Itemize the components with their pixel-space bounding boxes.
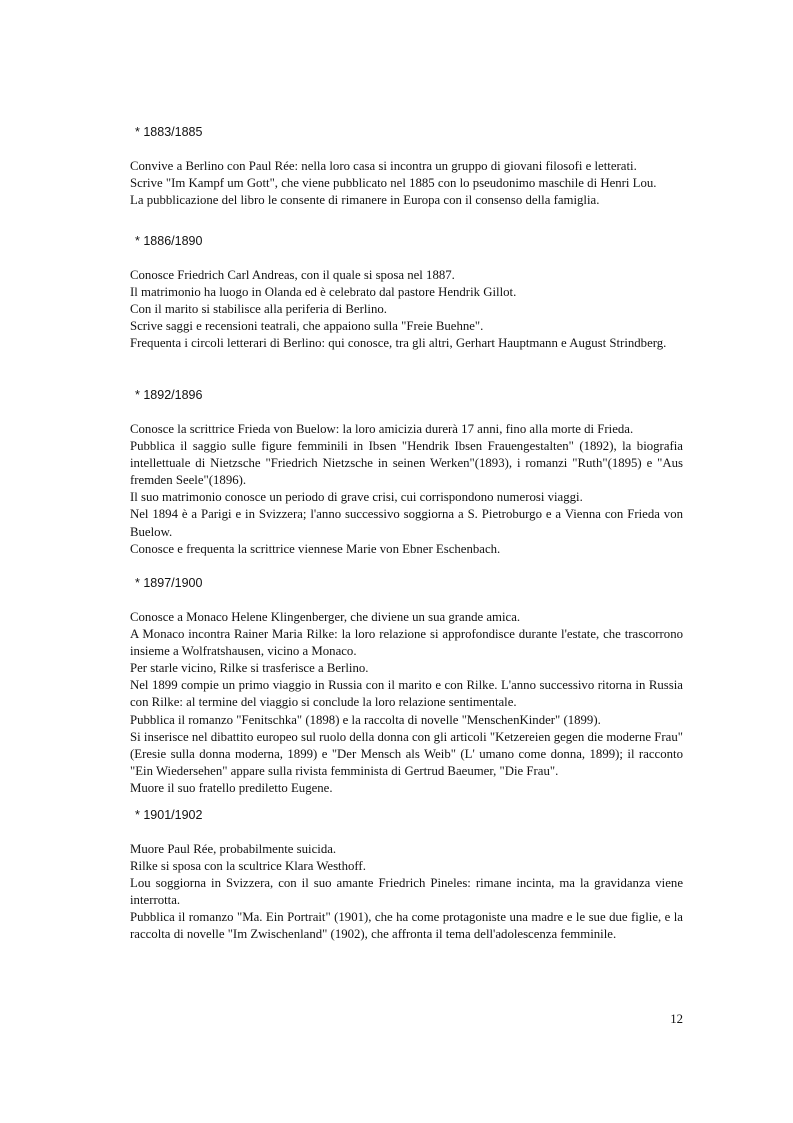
paragraph-line: Conosce la scrittrice Frieda von Buelow: la loro amicizia durerà 17 anni, fino alla morte di Frieda. [130, 422, 634, 436]
paragraph-line: Pubblica il romanzo "Ma. Ein Portrait" (1901), che ha come protagoniste una madre e le sue due figlie, e la raccolta di novelle "Im Zwischenland" (1902), che affronta il tema dell'adolescenza femminile. [130, 910, 683, 942]
document-page [130, 0, 683, 1123]
section-heading: * 1886/1890 [135, 234, 203, 248]
paragraph-line: Nel 1899 compie un primo viaggio in Russia con il marito e con Rilke. L'anno successivo ritorna in Russia con Rilke: al termine del viaggio si conclude la loro relazione sentimentale. [130, 678, 683, 710]
section-body [130, 841, 683, 944]
section-body [130, 609, 683, 797]
paragraph-line: Il matrimonio ha luogo in Olanda ed è celebrato dal pastore Hendrik Gillot. [130, 285, 517, 300]
section-body [130, 421, 683, 558]
paragraph-line: Conosce e frequenta la scrittrice viennese Marie von Ebner Eschenbach. [130, 541, 501, 556]
paragraph-line: Conosce a Monaco Helene Klingenberger, che diviene un sua grande amica. [130, 610, 521, 624]
paragraph-line: Pubblica il saggio sulle figure femminili in Ibsen "Hendrik Ibsen Frauengestalten" (1892), la biografia intellettuale di Nietzsche "Friedrich Nietzsche in seinen Werken"(1893), i romanzi "Ruth"(1895) e "Aus fremden Seele"(1896). [130, 439, 683, 488]
section-heading: * 1892/1896 [135, 388, 203, 402]
section-body [130, 158, 683, 209]
paragraph-line: Convive a Berlino con Paul Rée: nella loro casa si incontra un gruppo di giovani filosofi e letterati. [130, 159, 637, 173]
section-1897-1900 [130, 576, 683, 797]
paragraph-line: Lou soggiorna in Svizzera, con il suo amante Friedrich Pineles: rimane incinta, ma la gravidanza viene interrotta. [130, 876, 683, 908]
paragraph-line: Muore il suo fratello prediletto Eugene. [130, 780, 333, 795]
section-1883-1885 [130, 125, 683, 209]
paragraph-line: La pubblicazione del libro le consente di rimanere in Europa con il consenso della famiglia. [130, 193, 600, 208]
paragraph-line: Con il marito si stabilisce alla periferia di Berlino. [130, 302, 387, 317]
section-1886-1890 [130, 234, 683, 352]
paragraph-line: Scrive saggi e recensioni teatrali, che appaiono sulla "Freie Buehne". [130, 319, 484, 334]
section-1901-1902 [130, 808, 683, 944]
paragraph-line: Si inserisce nel dibattito europeo sul ruolo della donna con gli articoli "Ketzereien gegen die moderne Frau" (Eresie sulla donna moderna, 1899) e "Der Mensch als Weib" (L' umano come donna, 1899); il racconto "Ein Wiedersehen" appare sulla rivista femminista di Gertrud Baeumer, "Die Frau". [130, 729, 683, 778]
paragraph-line: Frequenta i circoli letterari di Berlino: qui conosce, tra gli altri, Gerhart Hauptmann e August Strindberg. [130, 336, 667, 351]
section-heading: * 1897/1900 [135, 576, 203, 590]
paragraph-line: A Monaco incontra Rainer Maria Rilke: la loro relazione si approfondisce durante l'estate, che trascorrono insieme a Wolfratshausen, vicino a Monaco. [130, 627, 683, 659]
page-number: 12 [670, 1012, 683, 1026]
paragraph-line: Muore Paul Rée, probabilmente suicida. [130, 842, 337, 856]
section-heading: * 1901/1902 [135, 808, 203, 822]
paragraph-line: Per starle vicino, Rilke si trasferisce a Berlino. [130, 661, 369, 676]
paragraph-line: Conosce Friedrich Carl Andreas, con il quale si sposa nel 1887. [130, 268, 455, 282]
paragraph-line: Nel 1894 è a Parigi e in Svizzera; l'anno successivo soggiorna a S. Pietroburgo e a Vienna con Frieda von Buelow. [130, 507, 683, 539]
paragraph-line: Rilke si sposa con la scultrice Klara Westhoff. [130, 859, 366, 874]
paragraph-line: Scrive "Im Kampf um Gott", che viene pubblicato nel 1885 con lo pseudonimo maschile di Henri Lou. [130, 176, 657, 191]
paragraph-line: Il suo matrimonio conosce un periodo di grave crisi, cui corrispondono numerosi viaggi. [130, 490, 583, 505]
section-1892-1896 [130, 388, 683, 558]
paragraph-line: Pubblica il romanzo "Fenitschka" (1898) e la raccolta di novelle "MenschenKinder" (1899). [130, 712, 601, 727]
section-body [130, 267, 683, 352]
section-heading: * 1883/1885 [135, 125, 203, 139]
